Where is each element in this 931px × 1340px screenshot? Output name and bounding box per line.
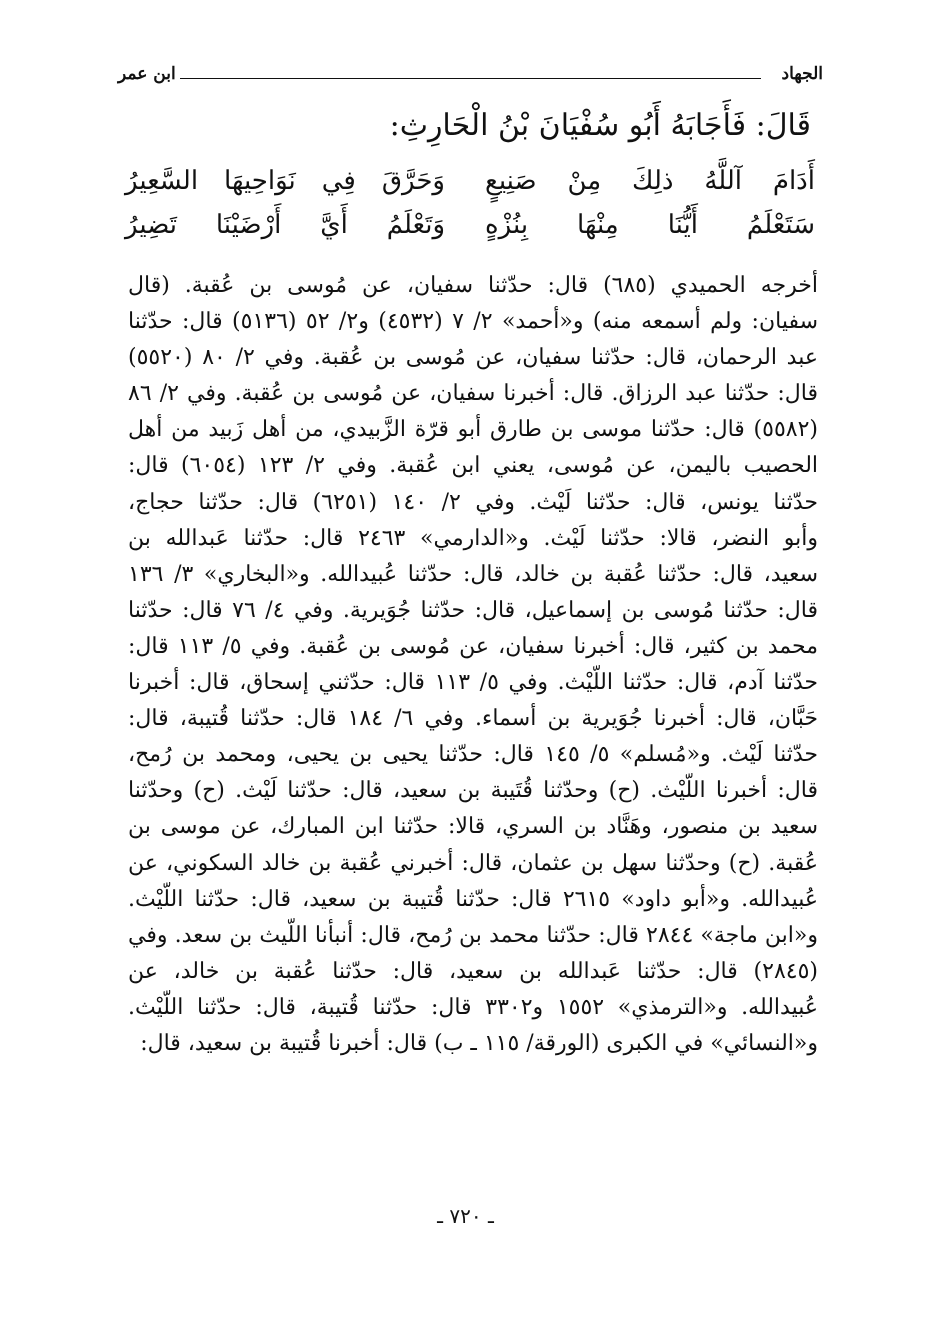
text-line: حدّثنا يونس، قال: حدّثنا لَيْث. وفي ٢/ ١٤٠ (٦٢٥١) قال: حدّثنا حجاج، — [128, 489, 818, 515]
header-rule — [180, 78, 761, 79]
text-line: وأبو النضر، قالا: حدّثنا لَيْث. و«الدارمي» ٢٤٦٣ قال: حدّثنا عَبدالله بن — [128, 525, 818, 551]
verse-second-hemistich: وَتَعْلَمُ أَيَّ أَرْضَيْنَا تَضِيرُ — [125, 210, 445, 240]
text-line: عُبيدالله. و«الترمذي» ١٥٥٢ و٣٣٠٢ قال: حدّثنا قُتيبة، قال: حدّثنا اللَّيْث. — [128, 994, 818, 1020]
text-line: حدّثنا لَيْث. و«مُسلم» ٥/ ١٤٥ قال: حدّثنا يحيى بن يحيى، ومحمد بن رُمح، — [128, 742, 818, 768]
book-title: ابن عمر — [118, 64, 176, 84]
text-line: (٥٥٨٢) قال: حدّثنا موسى بن طارق أبو قرّة الزَّبيدي، من أهل زَبيد من أهل — [128, 417, 818, 443]
poem-verse — [125, 210, 815, 250]
text-line: عبد الرحمان، قال: حدّثنا سفيان، عن مُوسى بن عُقبة. وفي ٢/ ٨٠ (٥٥٢٠) — [128, 345, 818, 371]
commentary-text — [128, 268, 818, 1062]
text-line: محمد بن كثير، قال: أخبرنا سفيان، عن مُوسى بن عُقبة. وفي ٥/ ١١٣ قال: — [128, 633, 818, 659]
text-line: سعيد بن منصور، وهَنَّاد بن السري، قالا: حدّثنا ابن المبارك، عن موسى بن — [128, 814, 818, 840]
text-line: قال: أخبرنا اللَّيْث. (ح) وحدّثنا قُتَيبة بن سعيد، قال: حدّثنا لَيْث. (ح) وحدّثنا — [128, 778, 818, 804]
verse-first-hemistich: أَدَامَ آللَّهُ ذلِكَ مِنْ صَنِيعٍ — [485, 166, 815, 196]
text-line: سفيان: ولم أسمعه منه) و«أحمد» ٢/ ٧ (٤٥٣٢) و٢/ ٥٢ (٥١٣٦) قال: حدّثنا — [128, 309, 818, 335]
verse-second-hemistich: وَحَرَّقَ فِي نَوَاحِيهَا السَّعِيرُ — [125, 166, 445, 196]
poem-intro: قَالَ: فَأَجَابَهُ أَبُو سُفْيَانَ بْنُ الْحَارِثِ: — [389, 108, 811, 143]
text-line: حدّثنا آدم، قال: حدّثنا اللَّيْث. وفي ٥/ ١١٣ قال: حدّثني إسحاق، قال: أخبرنا — [128, 670, 818, 696]
running-header — [118, 62, 823, 92]
text-line: حَبَّان، قال: أخبرنا جُوَيرية بن أسماء. وفي ٦/ ١٨٤ قال: حدّثنا قُتيبة، قال: — [128, 706, 818, 732]
text-line: قال: حدّثنا مُوسى بن إسماعيل، قال: حدّثنا جُوَيرية. وفي ٤/ ٧٦ قال: حدّثنا — [128, 597, 818, 623]
text-line: و«ابن ماجة» ٢٨٤٤ قال: حدّثنا محمد بن رُمح، قال: أنبأنا اللَّيث بن سعد. وفي — [128, 922, 818, 948]
text-line: و«النسائي» في الكبرى (الورقة/ ١١٥ ـ ب) قال: أخبرنا قُتيبة بن سعيد، قال: — [140, 1030, 818, 1056]
text-line: عُبيدالله. و«أبو داود» ٢٦١٥ قال: حدّثنا قُتيبة بن سعيد، قال: حدّثنا اللَّيْث. — [128, 886, 818, 912]
text-line: أخرجه الحميدي (٦٨٥) قال: حدّثنا سفيان، عن مُوسى بن عُقبة. (قال — [128, 273, 818, 298]
page-number: ـ ٧٢٠ ـ — [437, 1204, 494, 1228]
text-line: الحصيب باليمن، عن مُوسى، يعني ابن عُقبة. وفي ٢/ ١٢٣ (٦٠٥٤) قال: — [128, 453, 818, 479]
text-line: سعيد، قال: حدّثنا عُقبة بن خالد، قال: حدّثنا عُبيدالله. و«البخاري» ٣/ ١٣٦ — [128, 561, 818, 587]
poem-verse — [125, 166, 815, 206]
text-line: (٢٨٤٥) قال: حدّثنا عَبدالله بن سعيد، قال: حدّثنا عُقبة بن خالد، عن — [128, 958, 818, 984]
text-line: عُقبة. (ح) وحدّثنا سهل بن عثمان، قال: أخبرني عُقبة بن خالد السكوني، عن — [128, 850, 818, 876]
text-line: قال: حدّثنا عبد الرزاق. قال: أخبرنا سفيان، عن مُوسى بن عُقبة. وفي ٢/ ٨٦ — [128, 381, 818, 407]
verse-first-hemistich: سَتَعْلَمُ أَيُّنَا مِنْهَا بِنُزْهٍ — [485, 210, 815, 240]
chapter-title: الجهاد — [781, 64, 823, 84]
